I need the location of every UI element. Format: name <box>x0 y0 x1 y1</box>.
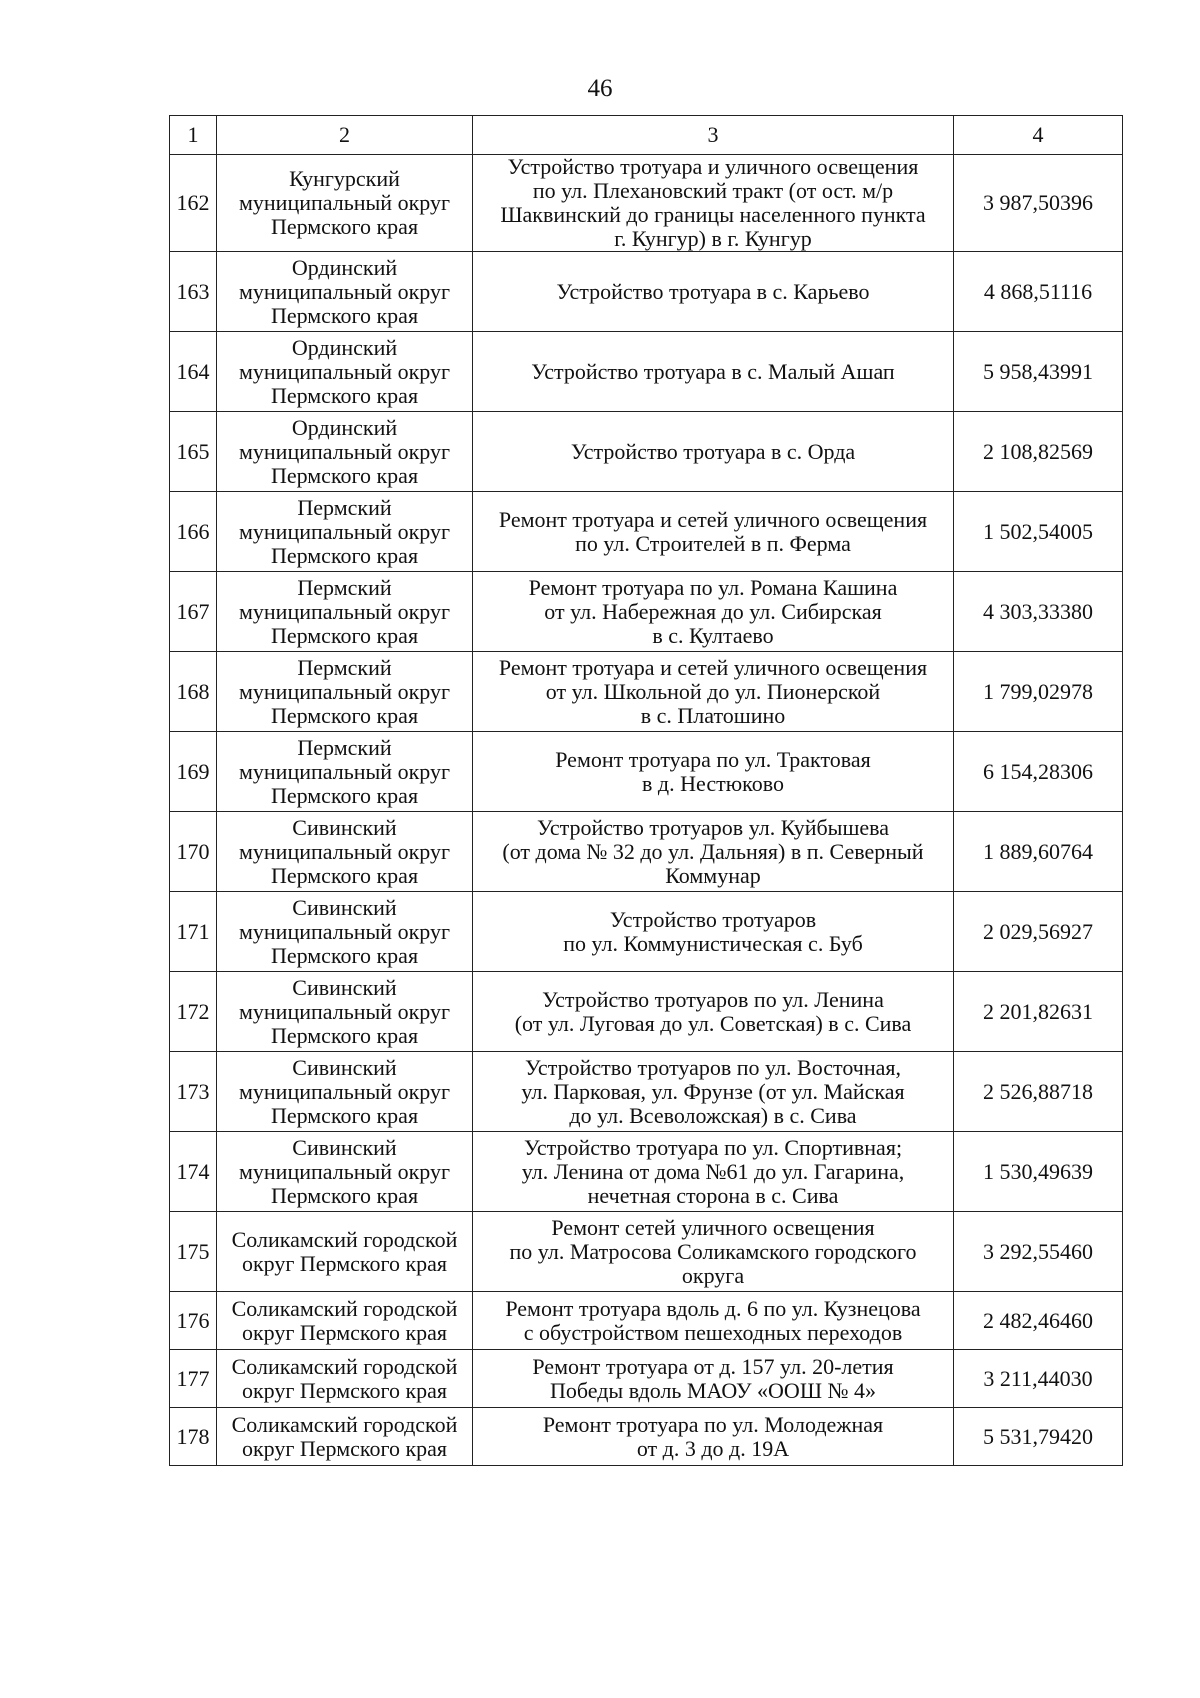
table-row <box>170 1292 1123 1350</box>
amount-value: 3 211,44030 <box>954 1350 1123 1408</box>
table-row <box>170 1408 1123 1466</box>
data-table <box>169 115 1123 1466</box>
amount-value: 6 154,28306 <box>954 732 1123 812</box>
work-description: Ремонт тротуара и сетей уличного освещения от ул. Школьной до ул. Пионерской в с. Платошино <box>473 652 954 732</box>
work-description: Ремонт тротуара по ул. Трактовая в д. Нестюково <box>473 732 954 812</box>
row-number: 172 <box>170 972 217 1052</box>
amount-value: 4 303,33380 <box>954 572 1123 652</box>
work-description: Ремонт тротуара вдоль д. 6 по ул. Кузнецова с обустройством пешеходных переходов <box>473 1292 954 1350</box>
table-row <box>170 1052 1123 1132</box>
work-description: Ремонт тротуара от д. 157 ул. 20-летия Победы вдоль МАОУ «ООШ № 4» <box>473 1350 954 1408</box>
work-description: Устройство тротуара и уличного освещения по ул. Плехановский тракт (от ост. м/р Шаквинский до границы населенного пункта г. Кунгур) в г. Кунгур <box>473 155 954 252</box>
district-name: Сивинский муниципальный округ Пермского края <box>217 972 473 1052</box>
row-number: 166 <box>170 492 217 572</box>
district-name: Ординский муниципальный округ Пермского края <box>217 252 473 332</box>
district-name: Кунгурский муниципальный округ Пермского края <box>217 155 473 252</box>
header-col-2: 2 <box>217 116 473 155</box>
amount-value: 2 201,82631 <box>954 972 1123 1052</box>
amount-value: 1 889,60764 <box>954 812 1123 892</box>
district-name: Соликамский городской округ Пермского края <box>217 1292 473 1350</box>
row-number: 173 <box>170 1052 217 1132</box>
amount-value: 4 868,51116 <box>954 252 1123 332</box>
amount-value: 1 530,49639 <box>954 1132 1123 1212</box>
district-name: Сивинский муниципальный округ Пермского края <box>217 812 473 892</box>
district-name: Пермский муниципальный округ Пермского края <box>217 492 473 572</box>
work-description: Устройство тротуаров по ул. Восточная, ул. Парковая, ул. Фрунзе (от ул. Майская до ул. Всеволожская) в с. Сива <box>473 1052 954 1132</box>
row-number: 169 <box>170 732 217 812</box>
header-row <box>170 116 1123 155</box>
table-row <box>170 972 1123 1052</box>
row-number: 174 <box>170 1132 217 1212</box>
table-row <box>170 332 1123 412</box>
district-name: Соликамский городской округ Пермского края <box>217 1350 473 1408</box>
header-col-3: 3 <box>473 116 954 155</box>
amount-value: 3 987,50396 <box>954 155 1123 252</box>
table-row <box>170 812 1123 892</box>
work-description: Устройство тротуара в с. Карьево <box>473 252 954 332</box>
table-body <box>170 155 1123 1466</box>
page-number: 46 <box>587 75 613 102</box>
work-description: Устройство тротуаров ул. Куйбышева (от дома № 32 до ул. Дальняя) в п. Северный Коммунар <box>473 812 954 892</box>
work-description: Устройство тротуара в с. Орда <box>473 412 954 492</box>
amount-value: 1 799,02978 <box>954 652 1123 732</box>
amount-value: 2 108,82569 <box>954 412 1123 492</box>
amount-value: 1 502,54005 <box>954 492 1123 572</box>
work-description: Устройство тротуара по ул. Спортивная; ул. Ленина от дома №61 до ул. Гагарина, нечетная сторона в с. Сива <box>473 1132 954 1212</box>
amount-value: 3 292,55460 <box>954 1212 1123 1292</box>
district-name: Пермский муниципальный округ Пермского края <box>217 652 473 732</box>
table-row <box>170 732 1123 812</box>
work-description: Ремонт тротуара и сетей уличного освещения по ул. Строителей в п. Ферма <box>473 492 954 572</box>
district-name: Сивинский муниципальный округ Пермского края <box>217 1052 473 1132</box>
table-row <box>170 1212 1123 1292</box>
district-name: Ординский муниципальный округ Пермского края <box>217 412 473 492</box>
district-name: Соликамский городской округ Пермского края <box>217 1408 473 1466</box>
row-number: 164 <box>170 332 217 412</box>
amount-value: 2 029,56927 <box>954 892 1123 972</box>
row-number: 167 <box>170 572 217 652</box>
row-number: 162 <box>170 155 217 252</box>
amount-value: 2 526,88718 <box>954 1052 1123 1132</box>
table-header <box>170 116 1123 155</box>
row-number: 176 <box>170 1292 217 1350</box>
table-row <box>170 572 1123 652</box>
row-number: 163 <box>170 252 217 332</box>
district-name: Ординский муниципальный округ Пермского края <box>217 332 473 412</box>
district-name: Пермский муниципальный округ Пермского края <box>217 572 473 652</box>
row-number: 168 <box>170 652 217 732</box>
row-number: 171 <box>170 892 217 972</box>
row-number: 170 <box>170 812 217 892</box>
row-number: 175 <box>170 1212 217 1292</box>
table-row <box>170 1350 1123 1408</box>
district-name: Соликамский городской округ Пермского края <box>217 1212 473 1292</box>
work-description: Ремонт тротуара по ул. Романа Кашина от ул. Набережная до ул. Сибирская в с. Култаево <box>473 572 954 652</box>
row-number: 165 <box>170 412 217 492</box>
amount-value: 2 482,46460 <box>954 1292 1123 1350</box>
work-description: Устройство тротуаров по ул. Ленина (от ул. Луговая до ул. Советская) в с. Сива <box>473 972 954 1052</box>
header-col-1: 1 <box>170 116 217 155</box>
table-row <box>170 892 1123 972</box>
district-name: Сивинский муниципальный округ Пермского края <box>217 1132 473 1212</box>
row-number: 177 <box>170 1350 217 1408</box>
table-row <box>170 1132 1123 1212</box>
work-description: Ремонт сетей уличного освещения по ул. Матросова Соликамского городского округа <box>473 1212 954 1292</box>
table-row <box>170 492 1123 572</box>
amount-value: 5 958,43991 <box>954 332 1123 412</box>
district-name: Сивинский муниципальный округ Пермского края <box>217 892 473 972</box>
table-row <box>170 155 1123 252</box>
work-description: Ремонт тротуара по ул. Молодежная от д. 3 до д. 19А <box>473 1408 954 1466</box>
table-row <box>170 412 1123 492</box>
table-row <box>170 652 1123 732</box>
table-row <box>170 252 1123 332</box>
row-number: 178 <box>170 1408 217 1466</box>
amount-value: 5 531,79420 <box>954 1408 1123 1466</box>
district-name: Пермский муниципальный округ Пермского края <box>217 732 473 812</box>
header-col-4: 4 <box>954 116 1123 155</box>
work-description: Устройство тротуаров по ул. Коммунистическая с. Буб <box>473 892 954 972</box>
work-description: Устройство тротуара в с. Малый Ашап <box>473 332 954 412</box>
